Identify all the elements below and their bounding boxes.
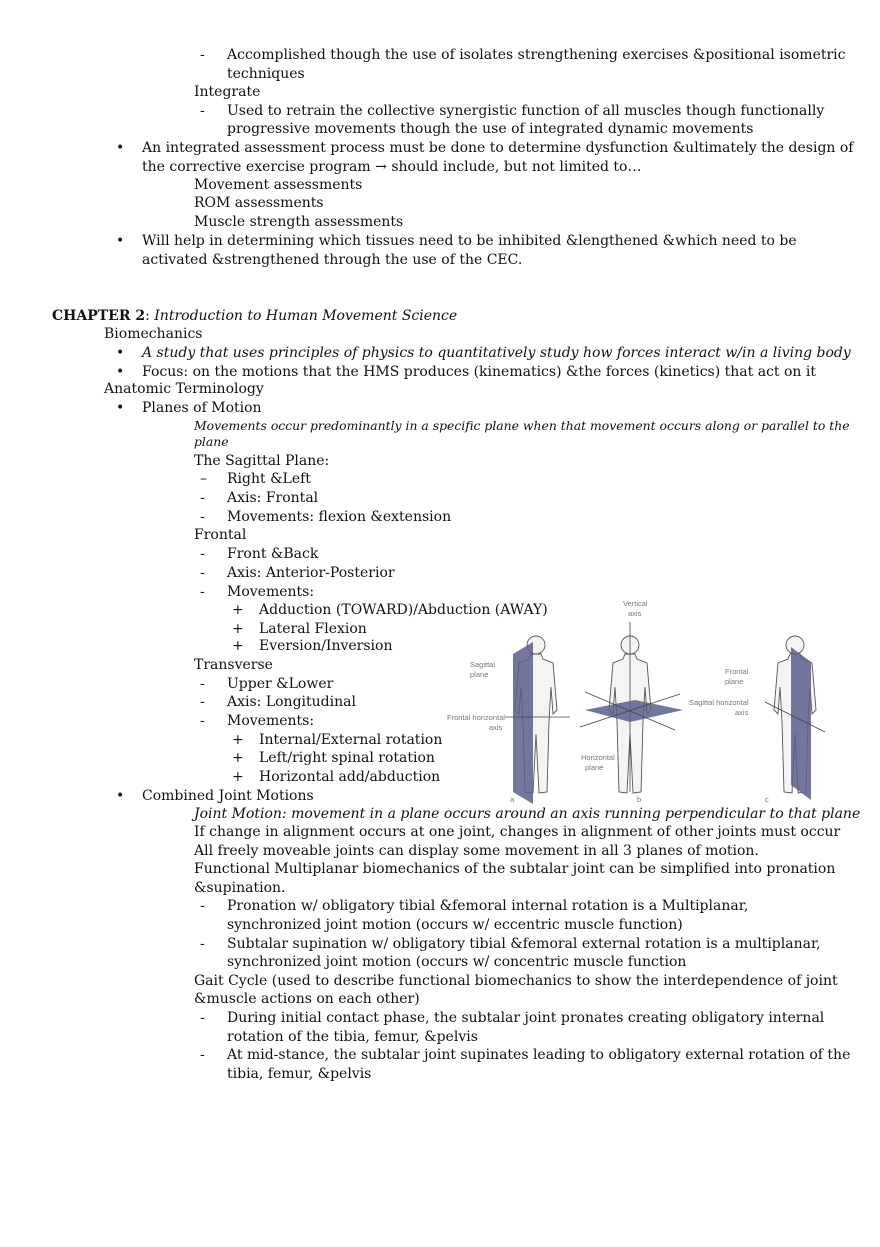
bullet-icon: •: [116, 788, 125, 804]
planes-of-motion-heading: Planes of Motion: [142, 400, 262, 416]
horizontal-plane-shape: [585, 700, 683, 722]
dash-marker: -: [200, 546, 205, 562]
plus-marker: +: [232, 750, 244, 766]
plus-marker: +: [232, 602, 244, 618]
initial-contact-line-b: rotation of the tibia, femur, &pelvis: [227, 1029, 478, 1045]
bullet-icon: •: [116, 400, 125, 416]
bullet-icon: •: [116, 364, 125, 380]
planes-of-motion-figure: [425, 592, 850, 807]
frontal-plane-label: plane: [725, 677, 744, 686]
dash-marker: -: [200, 565, 205, 581]
transverse-movement: Left/right spinal rotation: [259, 750, 435, 766]
subtalar-point-b: &supination.: [194, 880, 286, 896]
frontal-plane-label: Frontal: [725, 667, 749, 676]
dash-marker: -: [200, 936, 205, 952]
chapter-heading: [52, 307, 457, 326]
bullet-icon: •: [116, 345, 125, 361]
endash-marker: –: [200, 471, 207, 487]
dash-marker: -: [200, 47, 205, 63]
dash-marker: -: [200, 676, 205, 692]
bullet-icon: •: [116, 140, 125, 156]
assessment-line-b-pre: the corrective exercise program: [142, 159, 371, 175]
biomechanics-definition: A study that uses principles of physics to quantitatively study how forces interact w/in a living body: [142, 345, 851, 361]
sagittal-item: Right &Left: [227, 471, 311, 487]
panel-label: a: [510, 795, 515, 804]
mid-stance-line-a: At mid-stance, the subtalar joint supinates leading to obligatory external rotation of the: [227, 1047, 851, 1063]
transverse-plane-heading: Transverse: [194, 657, 273, 673]
sagittal-item: Movements: flexion &extension: [227, 509, 452, 525]
sagittal-plane-shape: [513, 642, 533, 804]
horizontal-plane-label: plane: [585, 763, 604, 772]
plus-marker: +: [232, 769, 244, 785]
initial-contact-line-a: During initial contact phase, the subtalar joint pronates creating obligatory internal: [227, 1010, 825, 1026]
integrate-heading: Integrate: [194, 84, 261, 100]
frontal-item: Front &Back: [227, 546, 319, 562]
panel-label: b: [637, 795, 642, 804]
frontal-item: Movements:: [227, 584, 315, 600]
tissues-line-b: activated &strengthened through the use of the CEC.: [142, 252, 523, 268]
transverse-item: Movements:: [227, 713, 315, 729]
supination-line-b: synchronized joint motion (occurs w/ concentric muscle function: [227, 954, 687, 970]
arrow-right-icon: →: [375, 159, 387, 175]
planes-note-b: plane: [194, 434, 229, 449]
horizontal-plane-label: Horizontal: [581, 753, 615, 762]
panel-label: c: [765, 795, 769, 804]
plus-marker: +: [232, 638, 244, 654]
sagittal-plane-label: plane: [470, 670, 489, 679]
chapter-title: Introduction to Human Movement Science: [154, 308, 458, 324]
sagittal-plane-heading: The Sagittal Plane:: [194, 453, 330, 469]
dash-marker: -: [200, 898, 205, 914]
sagittal-item: Axis: Frontal: [227, 490, 319, 506]
dash-marker: -: [200, 1010, 205, 1026]
planes-note-a: Movements occur predominantly in a specific plane when that movement occurs along or parallel to the: [194, 418, 850, 433]
dash-marker: -: [200, 490, 205, 506]
vertical-axis-label: Vertical: [623, 599, 648, 608]
assessment-item: ROM assessments: [194, 195, 324, 211]
moveable-joints-point: All freely moveable joints can display some movement in all 3 planes of motion.: [194, 843, 759, 859]
assessment-line-a: An integrated assessment process must be done to determine dysfunction &ultimately the design of: [142, 140, 854, 156]
frontal-horizontal-axis-label: axis: [489, 723, 503, 732]
anatomic-terminology-heading: Anatomic Terminology: [104, 381, 264, 397]
dash-marker: -: [200, 584, 205, 600]
biomechanics-focus: Focus: on the motions that the HMS produces (kinematics) &the forces (kinetics) that act on it: [142, 364, 816, 380]
joint-motion-definition: Joint Motion: movement in a plane occurs around an axis running perpendicular to that plane: [194, 806, 861, 822]
sagittal-horizontal-axis-label: Sagittal horizontal: [689, 698, 749, 707]
assessment-line-b: [142, 158, 642, 177]
mid-stance-line-b: tibia, femur, &pelvis: [227, 1066, 372, 1082]
bullet-icon: •: [116, 233, 125, 249]
frontal-movement: Lateral Flexion: [259, 621, 367, 637]
dash-marker: -: [200, 694, 205, 710]
dash-marker: -: [200, 103, 205, 119]
plus-marker: +: [232, 621, 244, 637]
chapter-sep: :: [145, 308, 150, 324]
pronation-line-b: synchronized joint motion (occurs w/ eccentric muscle function): [227, 917, 683, 933]
top-line-2a: Used to retrain the collective synergistic function of all muscles though functionally: [227, 103, 825, 119]
dash-marker: -: [200, 1047, 205, 1063]
assessment-line-b-post: should include, but not limited to…: [391, 159, 642, 175]
joint-alignment-point: If change in alignment occurs at one joint, changes in alignment of other joints must occur: [194, 824, 841, 840]
frontal-movement: Adduction (TOWARD)/Abduction (AWAY): [259, 602, 548, 618]
biomechanics-heading: Biomechanics: [104, 326, 203, 342]
gait-cycle-line-b: &muscle actions on each other): [194, 991, 420, 1007]
vertical-axis-label: axis: [628, 609, 642, 618]
top-line-2b: progressive movements though the use of integrated dynamic movements: [227, 121, 754, 137]
pronation-line-a: Pronation w/ obligatory tibial &femoral internal rotation is a Multiplanar,: [227, 898, 749, 914]
frontal-item: Axis: Anterior-Posterior: [227, 565, 395, 581]
transverse-movement: Horizontal add/abduction: [259, 769, 441, 785]
gait-cycle-line-a: Gait Cycle (used to describe functional biomechanics to show the interdependence of joint: [194, 973, 838, 989]
frontal-movement: Eversion/Inversion: [259, 638, 393, 654]
assessment-item: Muscle strength assessments: [194, 214, 404, 230]
plus-marker: +: [232, 732, 244, 748]
frontal-plane-heading: Frontal: [194, 527, 247, 543]
dash-marker: -: [200, 713, 205, 729]
sagittal-horizontal-axis-label: axis: [735, 708, 749, 717]
sagittal-plane-label: Sagittal: [470, 660, 496, 669]
dash-marker: -: [200, 509, 205, 525]
supination-line-a: Subtalar supination w/ obligatory tibial &femoral external rotation is a multiplanar,: [227, 936, 821, 952]
assessment-item: Movement assessments: [194, 177, 363, 193]
transverse-movement: Internal/External rotation: [259, 732, 443, 748]
transverse-item: Axis: Longitudinal: [227, 694, 356, 710]
subtalar-point-a: Functional Multiplanar biomechanics of the subtalar joint can be simplified into pronation: [194, 861, 836, 877]
top-line-1a: Accomplished though the use of isolates strengthening exercises &positional isometric: [227, 47, 846, 63]
top-line-1b: techniques: [227, 66, 305, 82]
tissues-line-a: Will help in determining which tissues need to be inhibited &lengthened &which need to be: [142, 233, 797, 249]
combined-joint-motions-heading: Combined Joint Motions: [142, 788, 314, 804]
frontal-horizontal-axis-label: Frontal horizontal: [447, 713, 505, 722]
chapter-label: CHAPTER 2: [52, 308, 146, 324]
transverse-item: Upper &Lower: [227, 676, 334, 692]
